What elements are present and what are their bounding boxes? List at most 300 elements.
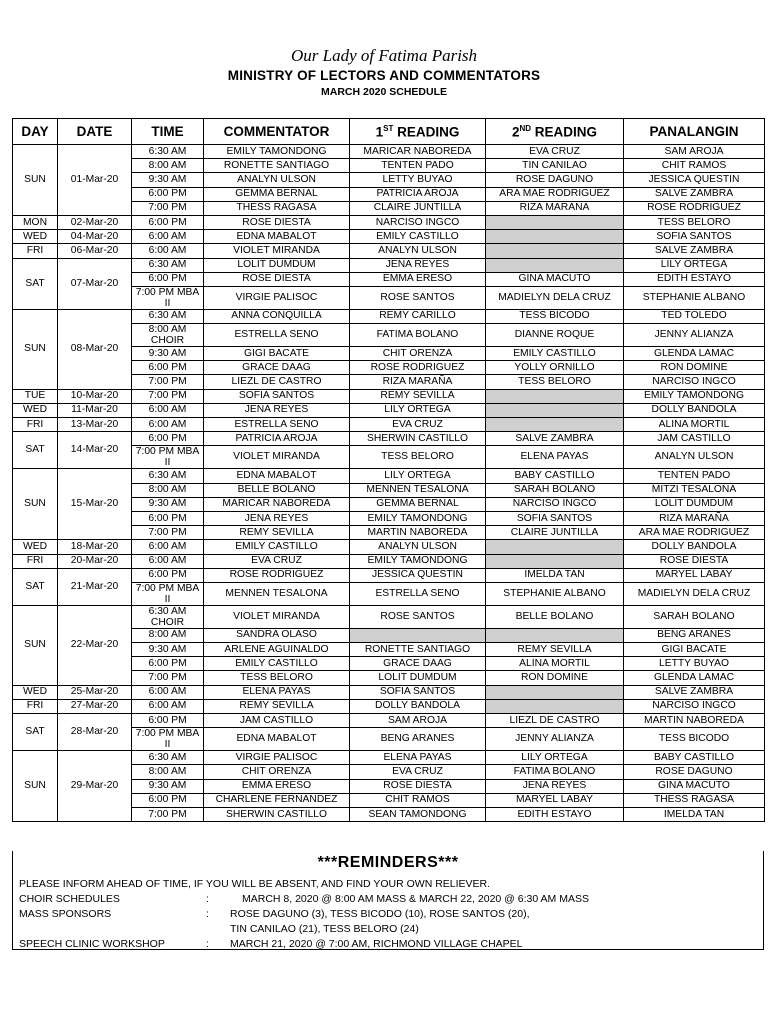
commentator-cell: PATRICIA AROJA [204, 432, 350, 446]
first-reading-cell: NARCISO INGCO [350, 215, 486, 229]
time-cell: 9:30 AM [132, 779, 204, 793]
table-row [13, 714, 765, 728]
commentator-cell: BELLE BOLANO [204, 483, 350, 497]
panalangin-cell: DOLLY BANDOLA [624, 540, 765, 554]
day-cell: TUE [13, 389, 58, 403]
table-row [13, 145, 765, 159]
first-reading-cell: ESTRELLA SENO [350, 582, 486, 605]
table-row [13, 568, 765, 582]
first-reading-cell: ROSE DIESTA [350, 779, 486, 793]
first-reading-cell: JENA REYES [350, 258, 486, 272]
first-reading-cell: REMY CARILLO [350, 309, 486, 323]
panalangin-cell: MITZI TESALONA [624, 483, 765, 497]
time-cell: 9:30 AM [132, 643, 204, 657]
commentator-cell: EDNA MABALOT [204, 230, 350, 244]
day-cell: FRI [13, 699, 58, 713]
first-reading-label: READING [393, 124, 460, 140]
first-reading-cell: CHIT RAMOS [350, 793, 486, 807]
second-reading-cell: EDITH ESTAYO [486, 807, 624, 821]
date-cell: 28-Mar-20 [58, 714, 132, 751]
commentator-cell: ESTRELLA SENO [204, 418, 350, 432]
first-reading-cell: TENTEN PADO [350, 159, 486, 173]
commentator-cell: CHARLENE FERNANDEZ [204, 793, 350, 807]
panalangin-cell: JENNY ALIANZA [624, 324, 765, 347]
time-cell: 6:30 AM [132, 258, 204, 272]
col-header-panalangin: PANALANGIN [624, 119, 765, 145]
second-reading-label: READING [531, 124, 598, 140]
panalangin-cell: IMELDA TAN [624, 807, 765, 821]
time-cell: 6:30 AM [132, 469, 204, 483]
panalangin-cell: ROSE DAGUNO [624, 765, 765, 779]
time-cell: 6:00 AM [132, 230, 204, 244]
time-cell: 9:30 AM [132, 173, 204, 187]
panalangin-cell: BABY CASTILLO [624, 751, 765, 765]
time-cell: 6:00 PM [132, 568, 204, 582]
table-row [13, 215, 765, 229]
schedule-body [13, 145, 765, 822]
time-cell: 6:00 AM [132, 685, 204, 699]
time-cell: 9:30 AM [132, 347, 204, 361]
first-reading-cell: LILY ORTEGA [350, 469, 486, 483]
second-reading-cell: ALINA MORTIL [486, 657, 624, 671]
panalangin-cell: JAM CASTILLO [624, 432, 765, 446]
col-header-date: DATE [58, 119, 132, 145]
first-reading-cell: JESSICA QUESTIN [350, 568, 486, 582]
commentator-cell: EVA CRUZ [204, 554, 350, 568]
time-cell: 6:00 AM [132, 699, 204, 713]
panalangin-cell: STEPHANIE ALBANO [624, 286, 765, 309]
panalangin-cell: TED TOLEDO [624, 309, 765, 323]
date-cell: 15-Mar-20 [58, 469, 132, 540]
commentator-cell: EMILY CASTILLO [204, 540, 350, 554]
panalangin-cell: EDITH ESTAYO [624, 272, 765, 286]
second-reading-cell: IMELDA TAN [486, 568, 624, 582]
day-cell: SUN [13, 469, 58, 540]
date-cell: 01-Mar-20 [58, 145, 132, 216]
first-reading-cell: SHERWIN CASTILLO [350, 432, 486, 446]
second-reading-cell: STEPHANIE ALBANO [486, 582, 624, 605]
panalangin-cell: JESSICA QUESTIN [624, 173, 765, 187]
panalangin-cell: SALVE ZAMBRA [624, 685, 765, 699]
date-cell: 11-Mar-20 [58, 403, 132, 417]
second-reading-cell [486, 540, 624, 554]
time-cell: 6:30 AM [132, 309, 204, 323]
panalangin-cell: RIZA MARAÑA [624, 511, 765, 525]
commentator-cell: ROSE DIESTA [204, 215, 350, 229]
first-reading-number: 1 [375, 124, 384, 140]
table-row [13, 685, 765, 699]
second-reading-cell [486, 418, 624, 432]
second-reading-cell [486, 685, 624, 699]
time-cell: 9:30 AM [132, 497, 204, 511]
second-reading-cell [486, 258, 624, 272]
first-reading-cell: MARTIN NABOREDA [350, 526, 486, 540]
time-cell: 6:00 PM [132, 657, 204, 671]
commentator-cell: REMY SEVILLA [204, 526, 350, 540]
schedule-table [12, 118, 765, 822]
date-cell: 04-Mar-20 [58, 230, 132, 244]
second-reading-cell: BELLE BOLANO [486, 605, 624, 628]
commentator-cell: JAM CASTILLO [204, 714, 350, 728]
date-cell: 18-Mar-20 [58, 540, 132, 554]
date-cell: 21-Mar-20 [58, 568, 132, 605]
second-reading-cell: EMILY CASTILLO [486, 347, 624, 361]
choir-schedules-value: MARCH 8, 2020 @ 8:00 AM MASS & MARCH 22, 2020 @ 6:30 AM MASS [242, 893, 589, 905]
date-cell: 06-Mar-20 [58, 244, 132, 258]
panalangin-cell: CHIT RAMOS [624, 159, 765, 173]
col-header-first-reading [350, 119, 486, 145]
commentator-cell: JENA REYES [204, 511, 350, 525]
time-cell: 6:00 AM [132, 244, 204, 258]
second-reading-cell: TESS BELORO [486, 375, 624, 389]
first-reading-cell: LETTY BUYAO [350, 173, 486, 187]
second-reading-cell [486, 215, 624, 229]
time-cell: 6:00 PM [132, 793, 204, 807]
table-row [13, 469, 765, 483]
panalangin-cell: MADIELYN DELA CRUZ [624, 582, 765, 605]
first-reading-cell: MENNEN TESALONA [350, 483, 486, 497]
time-cell: 7:00 PM [132, 201, 204, 215]
mass-sponsors-value-2: TIN CANILAO (21), TESS BELORO (24) [230, 923, 419, 935]
commentator-cell: GEMMA BERNAL [204, 187, 350, 201]
choir-schedules-colon: : [206, 893, 209, 905]
time-cell: 7:00 PM MBA II [132, 582, 204, 605]
day-cell: SUN [13, 309, 58, 389]
panalangin-cell: EMILY TAMONDONG [624, 389, 765, 403]
day-cell: FRI [13, 554, 58, 568]
table-row [13, 605, 765, 628]
mass-sponsors-label: MASS SPONSORS [19, 908, 112, 920]
commentator-cell: ARLENE AGUINALDO [204, 643, 350, 657]
commentator-cell: EMMA ERESO [204, 779, 350, 793]
table-row [13, 699, 765, 713]
day-cell: SUN [13, 605, 58, 685]
first-reading-cell: PATRICIA AROJA [350, 187, 486, 201]
commentator-cell: ROSE DIESTA [204, 272, 350, 286]
commentator-cell: EDNA MABALOT [204, 728, 350, 751]
panalangin-cell: SARAH BOLANO [624, 605, 765, 628]
time-cell: 8:00 AM CHOIR [132, 324, 204, 347]
date-cell: 29-Mar-20 [58, 751, 132, 822]
commentator-cell: SHERWIN CASTILLO [204, 807, 350, 821]
panalangin-cell: GLENDA LAMAC [624, 671, 765, 685]
time-cell: 7:00 PM [132, 671, 204, 685]
commentator-cell: EMILY CASTILLO [204, 657, 350, 671]
panalangin-cell: ARA MAE RODRIGUEZ [624, 526, 765, 540]
commentator-cell: EMILY TAMONDONG [204, 145, 350, 159]
table-row [13, 540, 765, 554]
commentator-cell: VIOLET MIRANDA [204, 446, 350, 469]
commentator-cell: RONETTE SANTIAGO [204, 159, 350, 173]
table-header-row [13, 119, 765, 145]
day-cell: SAT [13, 258, 58, 309]
date-cell: 22-Mar-20 [58, 605, 132, 685]
commentator-cell: VIOLET MIRANDA [204, 244, 350, 258]
first-reading-cell: SOFIA SANTOS [350, 685, 486, 699]
second-reading-cell: RON DOMINE [486, 671, 624, 685]
speech-clinic-label: SPEECH CLINIC WORKSHOP [19, 938, 165, 950]
second-reading-cell: JENNY ALIANZA [486, 728, 624, 751]
second-reading-cell: REMY SEVILLA [486, 643, 624, 657]
day-cell: SAT [13, 714, 58, 751]
first-reading-cell: MARICAR NABOREDA [350, 145, 486, 159]
first-reading-cell: LOLIT DUMDUM [350, 671, 486, 685]
first-reading-cell: EVA CRUZ [350, 418, 486, 432]
second-reading-cell: SARAH BOLANO [486, 483, 624, 497]
date-cell: 07-Mar-20 [58, 258, 132, 309]
table-row [13, 258, 765, 272]
table-row [13, 403, 765, 417]
day-cell: SAT [13, 432, 58, 469]
panalangin-cell: LOLIT DUMDUM [624, 497, 765, 511]
day-cell: SUN [13, 145, 58, 216]
table-row [13, 432, 765, 446]
commentator-cell: VIRGIE PALISOC [204, 286, 350, 309]
panalangin-cell: RON DOMINE [624, 361, 765, 375]
panalangin-cell: TESS BELORO [624, 215, 765, 229]
first-reading-cell [350, 628, 486, 642]
panalangin-cell: TENTEN PADO [624, 469, 765, 483]
commentator-cell: THESS RAGASA [204, 201, 350, 215]
panalangin-cell: SOFIA SANTOS [624, 230, 765, 244]
panalangin-cell: SAM AROJA [624, 145, 765, 159]
table-row [13, 309, 765, 323]
second-reading-cell [486, 628, 624, 642]
first-reading-cell: ANALYN ULSON [350, 244, 486, 258]
first-reading-cell: FATIMA BOLANO [350, 324, 486, 347]
second-reading-cell [486, 403, 624, 417]
second-reading-cell: JENA REYES [486, 779, 624, 793]
first-reading-cell: TESS BELORO [350, 446, 486, 469]
parish-name: Our Lady of Fatima Parish [290, 46, 478, 65]
time-cell: 6:00 PM [132, 215, 204, 229]
table-row [13, 244, 765, 258]
speech-clinic-value: MARCH 21, 2020 @ 7:00 AM, RICHMOND VILLAGE CHAPEL [230, 938, 523, 950]
second-reading-cell [486, 554, 624, 568]
schedule-subtitle: MARCH 2020 SCHEDULE [320, 86, 448, 98]
commentator-cell: SANDRA OLASO [204, 628, 350, 642]
time-cell: 6:00 AM [132, 540, 204, 554]
date-cell: 02-Mar-20 [58, 215, 132, 229]
reminders-title: ***REMINDERS*** [317, 854, 459, 871]
second-reading-cell: DIANNE ROQUE [486, 324, 624, 347]
time-cell: 7:00 PM [132, 389, 204, 403]
first-reading-cell: CLAIRE JUNTILLA [350, 201, 486, 215]
panalangin-cell: DOLLY BANDOLA [624, 403, 765, 417]
second-reading-cell [486, 230, 624, 244]
second-reading-cell: MADIELYN DELA CRUZ [486, 286, 624, 309]
commentator-cell: MARICAR NABOREDA [204, 497, 350, 511]
panalangin-cell: ANALYN ULSON [624, 446, 765, 469]
time-cell: 6:00 AM [132, 403, 204, 417]
commentator-cell: ESTRELLA SENO [204, 324, 350, 347]
commentator-cell: ROSE RODRIGUEZ [204, 568, 350, 582]
mass-sponsors-colon: : [206, 908, 209, 920]
second-reading-cell: TESS BICODO [486, 309, 624, 323]
first-reading-cell: EMMA ERESO [350, 272, 486, 286]
second-reading-number: 2 [511, 124, 520, 140]
commentator-cell: EDNA MABALOT [204, 469, 350, 483]
first-reading-cell: ROSE RODRIGUEZ [350, 361, 486, 375]
commentator-cell: SOFIA SANTOS [204, 389, 350, 403]
second-reading-cell: SOFIA SANTOS [486, 511, 624, 525]
first-reading-cell: EMILY TAMONDONG [350, 554, 486, 568]
time-cell: 6:00 PM [132, 432, 204, 446]
first-reading-cell: SAM AROJA [350, 714, 486, 728]
table-row [13, 751, 765, 765]
panalangin-cell: NARCISO INGCO [624, 375, 765, 389]
second-reading-cell: TIN CANILAO [486, 159, 624, 173]
second-reading-cell: ROSE DAGUNO [486, 173, 624, 187]
commentator-cell: REMY SEVILLA [204, 699, 350, 713]
commentator-cell: LIEZL DE CASTRO [204, 375, 350, 389]
speech-clinic-colon: : [206, 938, 209, 950]
time-cell: 8:00 AM [132, 483, 204, 497]
panalangin-cell: GIGI BACATE [624, 643, 765, 657]
time-cell: 6:30 AM [132, 145, 204, 159]
first-reading-cell: DOLLY BANDOLA [350, 699, 486, 713]
date-cell: 10-Mar-20 [58, 389, 132, 403]
first-reading-cell: CHIT ORENZA [350, 347, 486, 361]
first-reading-cell: ELENA PAYAS [350, 751, 486, 765]
reminder-notice: PLEASE INFORM AHEAD OF TIME, IF YOU WILL BE ABSENT, AND FIND YOUR OWN RELIEVER. [19, 878, 491, 890]
commentator-cell: VIOLET MIRANDA [204, 605, 350, 628]
first-reading-suffix: ST [383, 123, 394, 133]
table-row [13, 389, 765, 403]
time-cell: 6:00 PM [132, 361, 204, 375]
time-cell: 7:00 PM MBA II [132, 728, 204, 751]
panalangin-cell: MARYEL LABAY [624, 568, 765, 582]
first-reading-cell: EMILY CASTILLO [350, 230, 486, 244]
commentator-cell: ELENA PAYAS [204, 685, 350, 699]
second-reading-cell: LILY ORTEGA [486, 751, 624, 765]
time-cell: 7:00 PM [132, 526, 204, 540]
panalangin-cell: LETTY BUYAO [624, 657, 765, 671]
day-cell: FRI [13, 418, 58, 432]
col-header-day: DAY [13, 119, 58, 145]
panalangin-cell: GLENDA LAMAC [624, 347, 765, 361]
time-cell: 7:00 PM [132, 807, 204, 821]
time-cell: 8:00 AM [132, 159, 204, 173]
first-reading-cell: REMY SEVILLA [350, 389, 486, 403]
table-row [13, 554, 765, 568]
second-reading-suffix: ND [519, 123, 532, 133]
time-cell: 6:00 AM [132, 554, 204, 568]
day-cell: WED [13, 685, 58, 699]
commentator-cell: ANNA CONQUILLA [204, 309, 350, 323]
commentator-cell: JENA REYES [204, 403, 350, 417]
col-header-time: TIME [132, 119, 204, 145]
commentator-cell: CHIT ORENZA [204, 765, 350, 779]
first-reading-cell: EMILY TAMONDONG [350, 511, 486, 525]
time-cell: 6:00 PM [132, 714, 204, 728]
panalangin-cell: GINA MACUTO [624, 779, 765, 793]
first-reading-cell: RONETTE SANTIAGO [350, 643, 486, 657]
table-row [13, 418, 765, 432]
second-reading-cell [486, 389, 624, 403]
commentator-cell: GRACE DAAG [204, 361, 350, 375]
second-reading-cell: RIZA MARAÑA [486, 201, 624, 215]
time-cell: 6:00 PM [132, 187, 204, 201]
second-reading-cell [486, 699, 624, 713]
panalangin-cell: ROSE RODRIGUEZ [624, 201, 765, 215]
first-reading-cell: RIZA MARAÑA [350, 375, 486, 389]
time-cell: 6:30 AM CHOIR [132, 605, 204, 628]
first-reading-cell: ROSE SANTOS [350, 286, 486, 309]
day-cell: WED [13, 403, 58, 417]
second-reading-cell: NARCISO INGCO [486, 497, 624, 511]
day-cell: MON [13, 215, 58, 229]
day-cell: WED [13, 540, 58, 554]
commentator-cell: MENNEN TESALONA [204, 582, 350, 605]
ministry-title: MINISTRY OF LECTORS AND COMMENTATORS [227, 68, 541, 83]
second-reading-cell: ELENA PAYAS [486, 446, 624, 469]
day-cell: WED [13, 230, 58, 244]
date-cell: 13-Mar-20 [58, 418, 132, 432]
panalangin-cell: ALINA MORTIL [624, 418, 765, 432]
date-cell: 27-Mar-20 [58, 699, 132, 713]
first-reading-cell: GEMMA BERNAL [350, 497, 486, 511]
second-reading-cell: EVA CRUZ [486, 145, 624, 159]
mass-sponsors-value-1: ROSE DAGUNO (3), TESS BICODO (10), ROSE SANTOS (20), [230, 908, 530, 920]
time-cell: 6:00 PM [132, 272, 204, 286]
table-row [13, 230, 765, 244]
second-reading-cell: CLAIRE JUNTILLA [486, 526, 624, 540]
commentator-cell: GIGI BACATE [204, 347, 350, 361]
first-reading-cell: GRACE DAAG [350, 657, 486, 671]
panalangin-cell: ROSE DIESTA [624, 554, 765, 568]
col-header-commentator: COMMENTATOR [204, 119, 350, 145]
second-reading-cell: GINA MACUTO [486, 272, 624, 286]
commentator-cell: VIRGIE PALISOC [204, 751, 350, 765]
second-reading-cell: BABY CASTILLO [486, 469, 624, 483]
second-reading-cell: FATIMA BOLANO [486, 765, 624, 779]
second-reading-cell [486, 244, 624, 258]
time-cell: 7:00 PM MBA II [132, 446, 204, 469]
time-cell: 7:00 PM MBA II [132, 286, 204, 309]
time-cell: 6:00 PM [132, 511, 204, 525]
first-reading-cell: SEAN TAMONDONG [350, 807, 486, 821]
panalangin-cell: MARTIN NABOREDA [624, 714, 765, 728]
first-reading-cell: EVA CRUZ [350, 765, 486, 779]
date-cell: 20-Mar-20 [58, 554, 132, 568]
panalangin-cell: THESS RAGASA [624, 793, 765, 807]
commentator-cell: ANALYN ULSON [204, 173, 350, 187]
first-reading-cell: BENG ARANES [350, 728, 486, 751]
time-cell: 6:30 AM [132, 751, 204, 765]
col-header-second-reading [486, 119, 624, 145]
second-reading-cell: ARA MAE RODRIGUEZ [486, 187, 624, 201]
second-reading-cell: LIEZL DE CASTRO [486, 714, 624, 728]
panalangin-cell: TESS BICODO [624, 728, 765, 751]
panalangin-cell: BENG ARANES [624, 628, 765, 642]
date-cell: 25-Mar-20 [58, 685, 132, 699]
second-reading-cell: YOLLY ORNILLO [486, 361, 624, 375]
day-cell: SUN [13, 751, 58, 822]
first-reading-cell: ROSE SANTOS [350, 605, 486, 628]
panalangin-cell: NARCISO INGCO [624, 699, 765, 713]
day-cell: SAT [13, 568, 58, 605]
panalangin-cell: SALVE ZAMBRA [624, 187, 765, 201]
reminders-box [12, 851, 764, 950]
time-cell: 8:00 AM [132, 628, 204, 642]
panalangin-cell: LILY ORTEGA [624, 258, 765, 272]
time-cell: 7:00 PM [132, 375, 204, 389]
first-reading-cell: ANALYN ULSON [350, 540, 486, 554]
day-cell: FRI [13, 244, 58, 258]
date-cell: 14-Mar-20 [58, 432, 132, 469]
first-reading-cell: LILY ORTEGA [350, 403, 486, 417]
